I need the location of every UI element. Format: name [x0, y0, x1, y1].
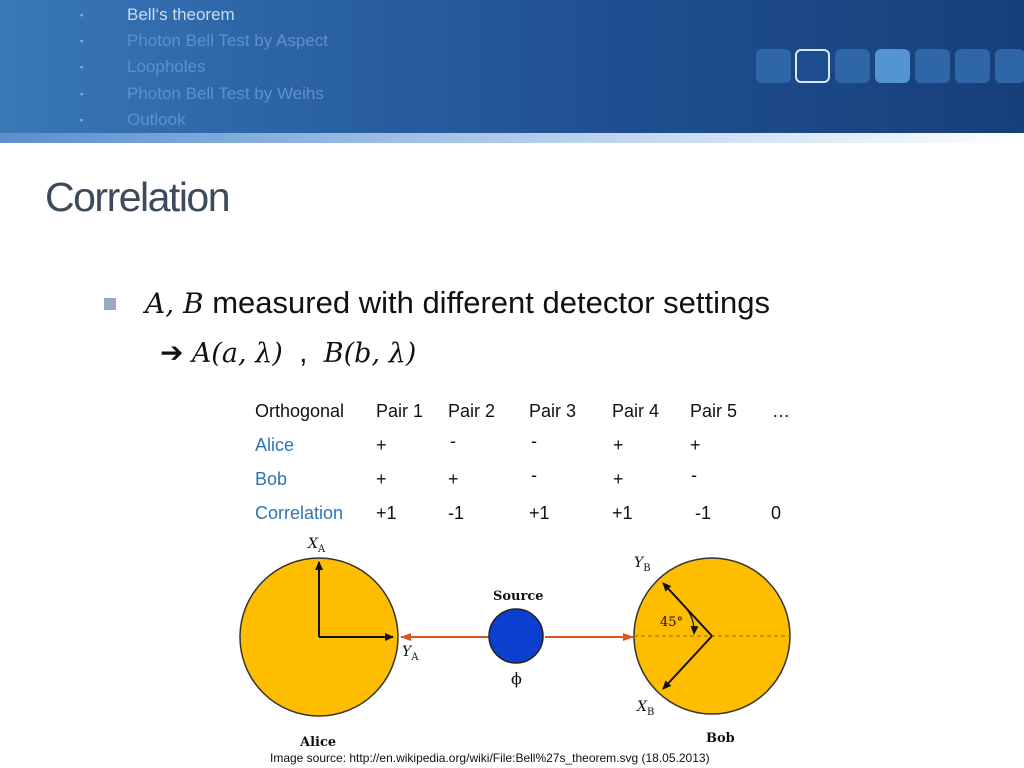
table-cell: +1 — [376, 503, 397, 523]
table-cell: + — [376, 469, 387, 489]
source-label: Source — [493, 589, 544, 604]
table-header-cell: Orthogonal — [255, 401, 345, 421]
angle-label: 45° — [660, 615, 684, 630]
phi-label: ϕ — [511, 669, 522, 688]
ya-label: $Y_A$ — [402, 644, 419, 663]
table-cell: +1 — [529, 503, 550, 523]
table-header-cell: Pair 4 — [612, 401, 660, 421]
table-header-cell: Pair 5 — [690, 401, 738, 421]
agenda-item-label: Bell‘s theorem — [127, 5, 235, 24]
table-cell: + — [690, 435, 701, 455]
image-source-caption: Image source: http://en.wikipedia.org/wiki/File:Bell%27s_theorem.svg (18.05.2013) — [270, 751, 710, 765]
agenda-bullet-icon: ▪ — [80, 36, 84, 47]
table-cell: + — [613, 435, 624, 455]
table-cell: - — [531, 465, 537, 485]
math-expression-a: A(a, λ) — [191, 338, 283, 369]
arrow-right-icon: ➔ — [160, 336, 184, 369]
bullet-point-text: measured with different detector settings — [212, 285, 770, 320]
table-row-label: Alice — [255, 435, 295, 455]
math-separator: , — [299, 336, 308, 369]
table-cell: - — [531, 431, 537, 451]
table-cell: + — [448, 469, 459, 489]
table-cell: -1 — [448, 503, 465, 523]
agenda-bullet-icon: ▪ — [80, 10, 84, 20]
alice-label: Alice — [300, 735, 337, 750]
table-header-cell: … — [772, 401, 790, 421]
agenda-item-label: Outlook — [127, 109, 186, 129]
agenda-item-label: Photon Bell Test by Weihs — [127, 83, 324, 103]
table-cell: 0 — [771, 503, 782, 523]
agenda-bullet-icon: ▪ — [80, 114, 84, 125]
source-circle — [489, 609, 543, 663]
table-header-cell: Pair 3 — [529, 401, 577, 421]
agenda-item-label: Loopholes — [127, 57, 206, 77]
table-row-label: Correlation — [255, 503, 344, 523]
xb-label: $X_B$ — [637, 699, 655, 718]
yb-label: $Y_B$ — [634, 555, 651, 574]
table-cell: - — [450, 431, 456, 451]
table-cell: + — [376, 435, 387, 455]
agenda-bullet-icon: ▪ — [80, 62, 84, 73]
math-expression-b: B(b, λ) — [323, 338, 417, 369]
agenda-bullet-icon: ▪ — [80, 88, 84, 99]
table-cell: + — [613, 469, 624, 489]
table-header-cell: Pair 2 — [448, 401, 496, 421]
table-header-cell: Pair 1 — [376, 401, 424, 421]
xa-label: $X_A$ — [308, 536, 326, 555]
bob-label: Bob — [706, 731, 735, 746]
table-row-label: Bob — [255, 469, 288, 489]
slide-title: Correlation — [45, 174, 230, 220]
math-variables: A, B — [145, 287, 204, 320]
table-cell: +1 — [612, 503, 633, 523]
table-cell: - — [691, 465, 697, 485]
agenda-item-label: Photon Bell Test by Aspect — [127, 31, 328, 51]
table-cell: -1 — [695, 503, 712, 523]
